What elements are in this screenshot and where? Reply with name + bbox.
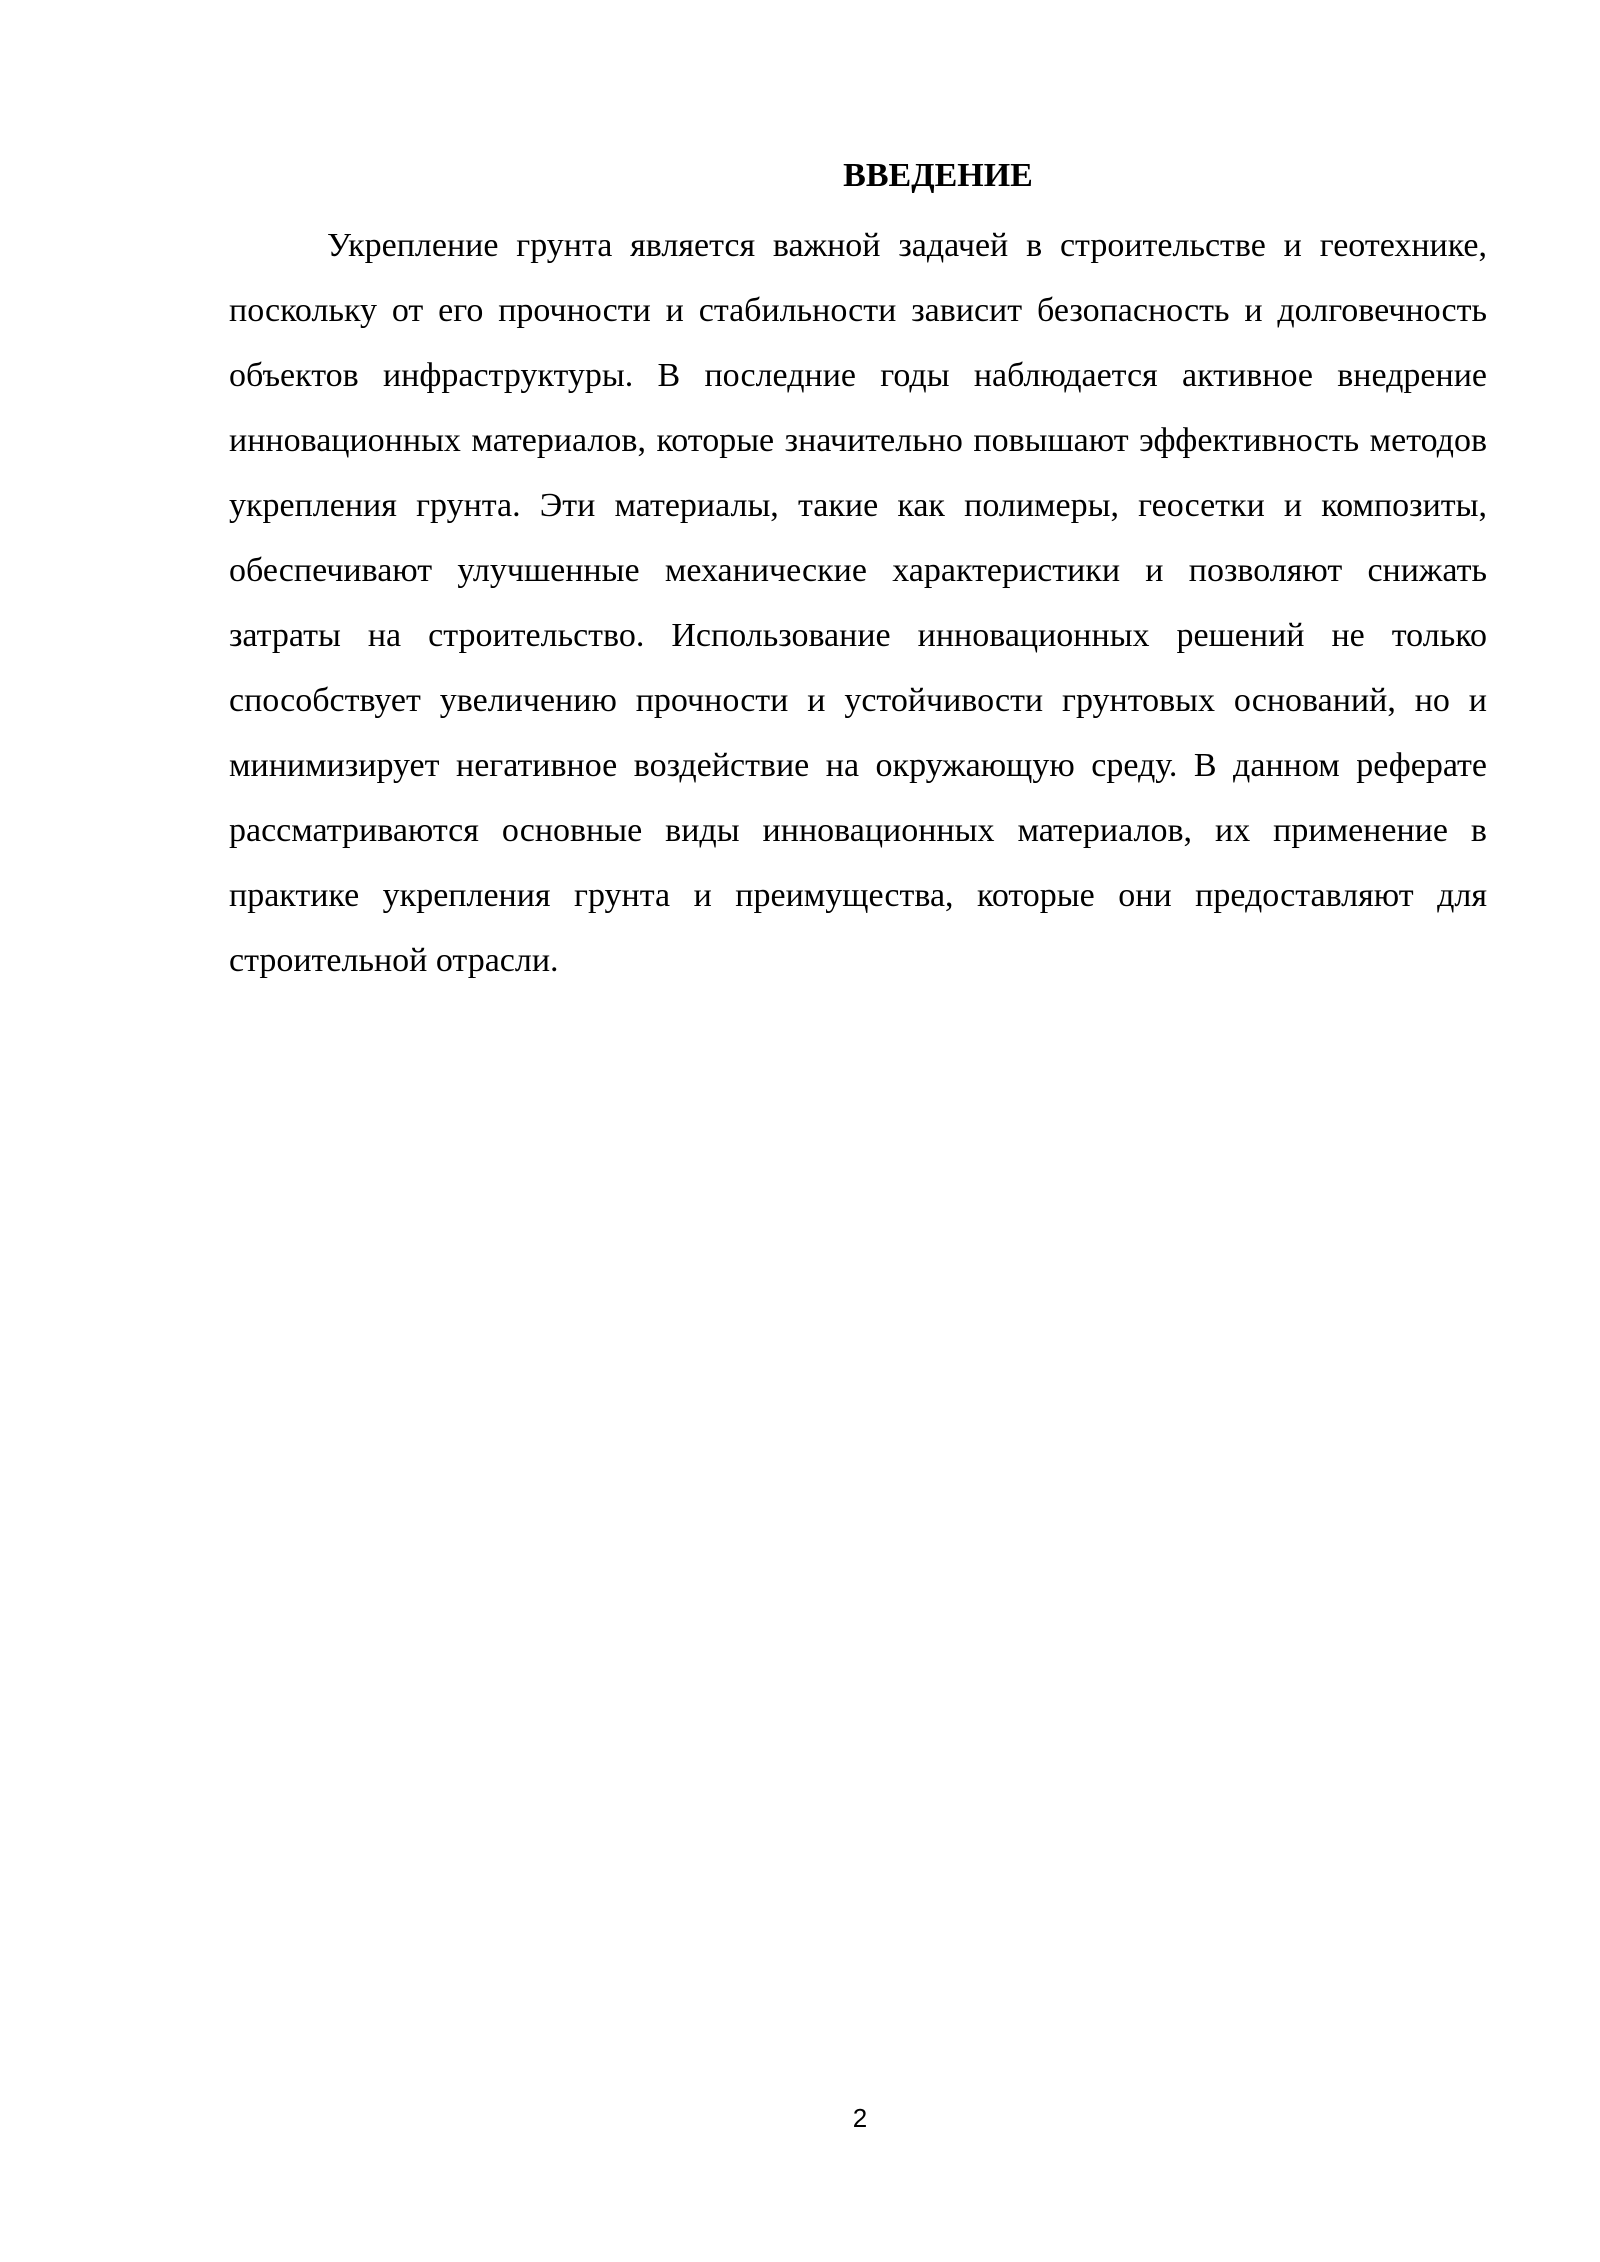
page-number: 2 (852, 2103, 868, 2133)
section-heading: ВВЕДЕНИЕ (843, 157, 1033, 194)
body-paragraph: Укрепление грунта является важной задачей в строительстве и геотехнике, поскольку от его прочности и стабильности зависит безопасность и долговечность объектов инфраструктуры. В последние годы наблюдается активное внедрение инновационных материалов, которые значительно повышают эффективность методов укрепления грунта. Эти материалы, такие как полимеры, геосетки и композиты, обеспечивают улучшенные механические характеристики и позволяют снижать затраты на строительство. Использование инновационных решений не только способствует увеличению прочности и устойчивости грунтовых оснований, но и минимизирует негативное воздействие на окружающую среду. В данном реферате рассматриваются основные виды инновационных материалов, их применение в практике укрепления грунта и преимущества, которые они предоставляют для строительной отрасли. (229, 227, 1487, 979)
